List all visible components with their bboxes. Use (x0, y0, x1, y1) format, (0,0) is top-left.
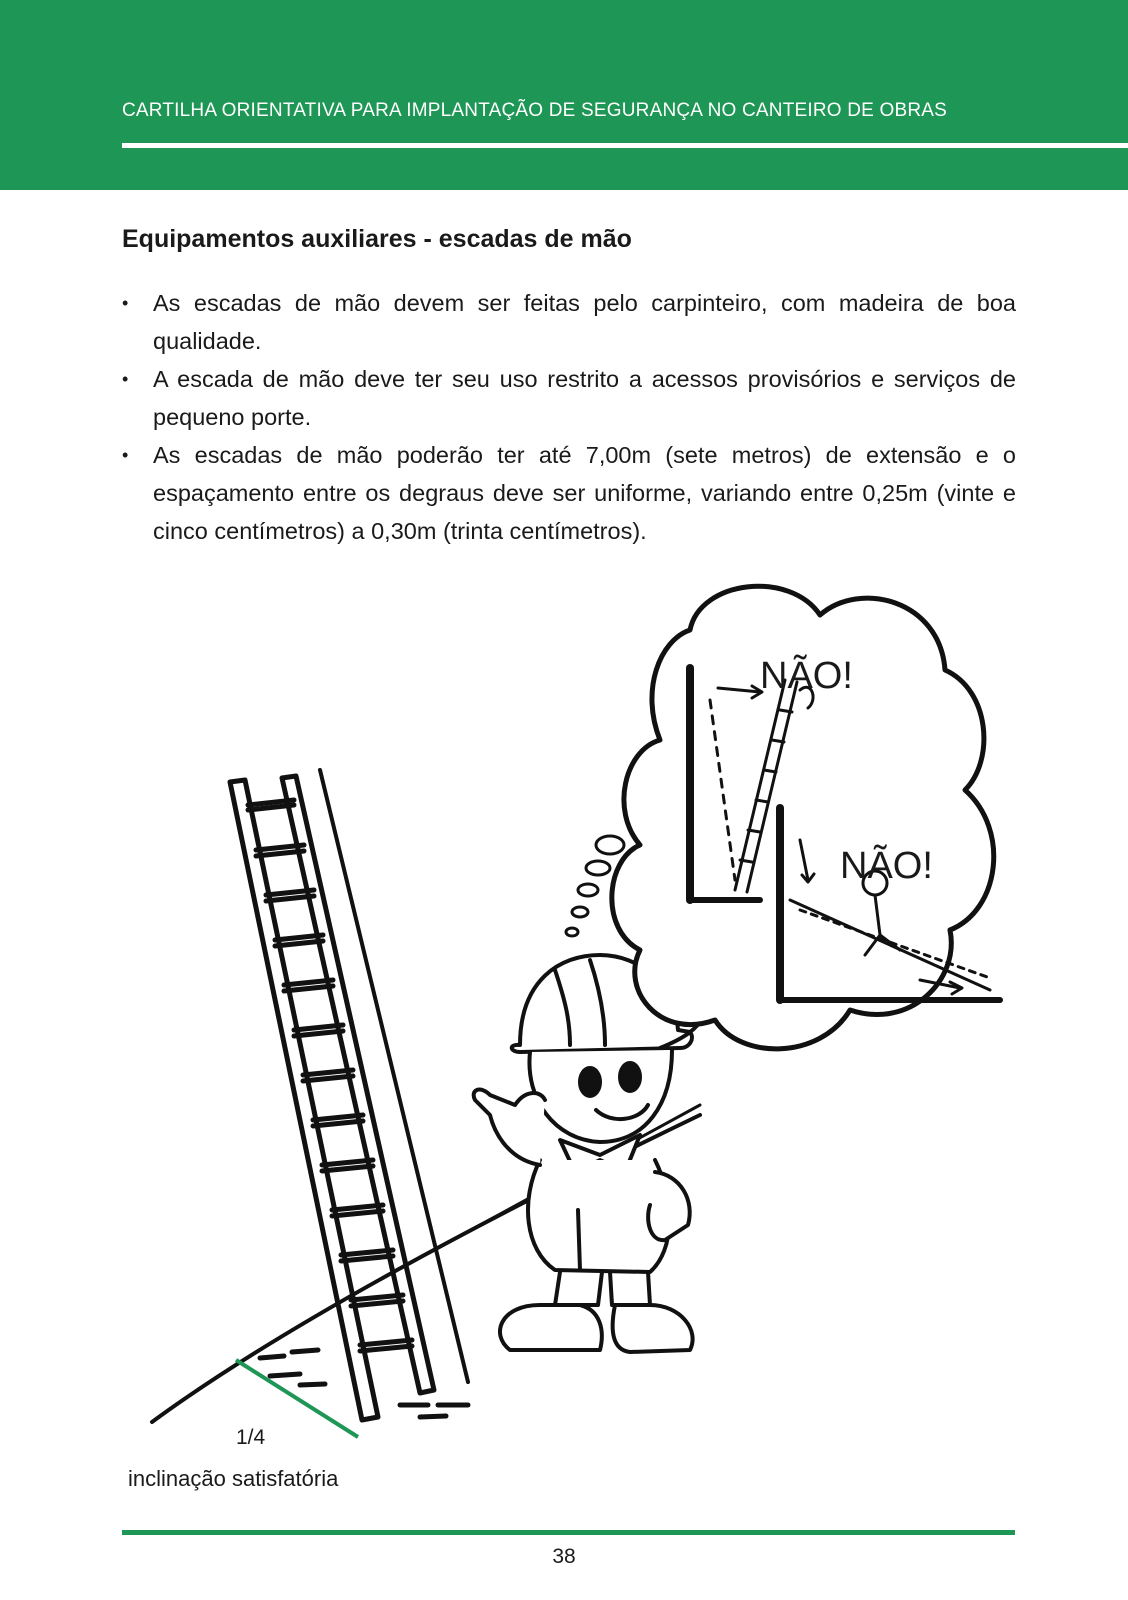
page-number: 38 (552, 1545, 576, 1568)
thought-dot-icon (566, 928, 578, 936)
header-band (0, 0, 1128, 190)
document-header-title: CARTILHA ORIENTATIVA PARA IMPLANTAÇÃO DE SEGURANÇA NO CANTEIRO DE OBRAS (122, 100, 948, 121)
bullet-item (122, 360, 1016, 436)
footer-divider (122, 1530, 1015, 1535)
thought-dot-icon (578, 884, 598, 896)
bullet-item (122, 436, 1016, 550)
thought-dot-icon (572, 907, 588, 917)
bullet-text: A escada de mão deve ter seu uso restrito a acessos provisórios e serviços de pequeno porte. (153, 366, 1016, 430)
bullet-icon: • (122, 445, 129, 465)
inclination-label: inclinação satisfatória (128, 1466, 339, 1491)
bullet-text: As escadas de mão devem ser feitas pelo carpinteiro, com madeira de boa qualidade. (153, 290, 1016, 354)
thought-dot-icon (586, 861, 610, 875)
bullet-icon: • (122, 369, 129, 389)
bullet-list (122, 284, 1016, 550)
thought-dot-icon (596, 836, 624, 854)
bullet-icon: • (122, 293, 129, 313)
ladder-safety-illustration (0, 560, 1128, 1510)
warning-label: NÃO! (840, 845, 933, 887)
bullet-item (122, 284, 1016, 360)
header-divider (122, 143, 1128, 148)
warning-label: NÃO! (760, 655, 853, 697)
fraction-label: 1/4 (236, 1426, 266, 1449)
bullet-text: As escadas de mão poderão ter até 7,00m (sete metros) de extensão e o espaçamento entre os degraus deve ser uniforme, variando entre 0,25m (vinte e cinco centímetros) a 0,30m (trinta centímetros). (153, 442, 1016, 544)
section-title: Equipamentos auxiliares - escadas de mão (122, 225, 632, 253)
